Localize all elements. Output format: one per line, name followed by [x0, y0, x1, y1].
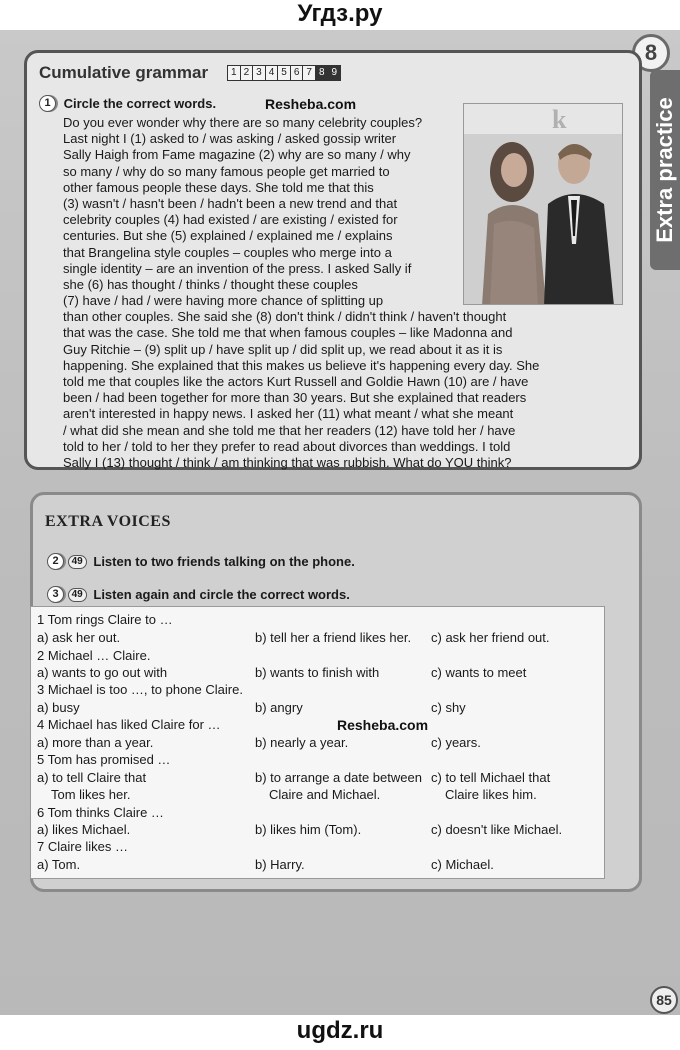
question-7: 7 Claire likes …	[37, 839, 129, 854]
text-line: aren't interested in happy news. I asked her (11) what meant / what she meant	[63, 406, 514, 422]
audio-track-icon: 49	[68, 588, 87, 602]
side-tab	[650, 70, 680, 270]
step-1: 1	[227, 65, 241, 81]
question-4: 4 Michael has liked Claire for …	[37, 717, 221, 732]
option-c: c) years.	[431, 735, 481, 750]
option-b: b) tell her a friend likes her.	[255, 630, 412, 645]
text-line: been / had been together for more than 30 years. But she explained that readers	[63, 390, 527, 406]
step-7: 7	[302, 65, 316, 81]
option-a: a) Tom.	[37, 857, 81, 872]
text-line: centuries. But she (5) explained / explained me / explains	[63, 228, 393, 244]
option-c: c) shy	[431, 700, 466, 715]
step-8: 8	[315, 65, 329, 81]
option-a: a) ask her out.	[37, 630, 121, 645]
text-line: Sally Haigh from Fame magazine (2) why are so many / why	[63, 147, 411, 163]
step-5: 5	[277, 65, 291, 81]
text-line: single identity – are an invention of the press. I asked Sally if	[63, 260, 412, 276]
text-line: that Brangelina style couples – couples who merge into a	[63, 244, 392, 260]
question-3: 3 Michael is too …, to phone Claire.	[37, 682, 243, 697]
exercise-3-questions	[30, 606, 605, 879]
option-b: b) wants to finish with	[255, 665, 380, 680]
option-b: b) Harry.	[255, 857, 305, 872]
step-3: 3	[252, 65, 266, 81]
question-2: 2 Michael … Claire.	[37, 648, 151, 663]
option-a-cont: Tom likes her.	[51, 787, 131, 802]
text-line: she (6) has thought / thinks / thought these couples	[63, 276, 358, 292]
exercise-1-text	[63, 115, 539, 471]
step-4: 4	[265, 65, 279, 81]
option-c: c) ask her friend out.	[431, 630, 550, 645]
text-line: told to her / told to her they prefer to read about divorces than weddings. I told	[63, 438, 511, 454]
textbook-page	[0, 30, 680, 1015]
exercise-instruction: Listen again and circle the correct words.	[93, 587, 350, 603]
page-number: 85	[650, 986, 678, 1014]
text-line: than other couples. She said she (8) don't think / didn't think / haven't thought	[63, 309, 507, 325]
step-9: 9	[328, 65, 342, 81]
text-line: other famous people these days. She told me that this	[63, 179, 374, 195]
exercise-3-heading	[47, 586, 350, 603]
option-b-cont: Claire and Michael.	[269, 787, 381, 802]
exercise-instruction: Listen to two friends talking on the phone.	[93, 554, 355, 570]
option-a: a) likes Michael.	[37, 822, 131, 837]
text-line: told me that couples like the actors Kurt Russell and Goldie Hawn (10) are / have	[63, 374, 529, 389]
option-b: b) likes him (Tom).	[255, 822, 362, 837]
text-line: (7) have / had / were having more chance of splitting up	[63, 293, 384, 309]
site-header: Угдз.ру	[297, 0, 383, 27]
option-b: b) nearly a year.	[255, 735, 349, 750]
exercise-instruction: Circle the correct words.	[63, 96, 217, 112]
option-c: c) wants to meet	[431, 665, 527, 680]
option-a: a) wants to go out with	[37, 665, 168, 680]
exercise-number-badge: 1	[39, 95, 56, 112]
watermark: Resheba.com	[265, 96, 357, 112]
question-1: 1 Tom rings Claire to …	[37, 612, 173, 627]
exercise-number-badge: 2	[47, 553, 64, 570]
text-line: so many / why do so many famous people get married to	[63, 163, 390, 179]
option-b: b) to arrange a date between	[255, 770, 422, 785]
text-line: Last night I (1) asked to / was asking / asked gossip writer	[63, 131, 397, 147]
exercise-number-badge: 3	[47, 586, 64, 603]
option-c: c) Michael.	[431, 857, 494, 872]
option-b: b) angry	[255, 700, 303, 715]
cumulative-grammar-box	[24, 50, 642, 470]
exercise-2-heading	[47, 553, 355, 570]
option-c: c) to tell Michael that	[431, 770, 551, 785]
step-2: 2	[240, 65, 254, 81]
option-c-cont: Claire likes him.	[445, 787, 537, 802]
text-line: Guy Ritchie – (9) split up / have split up / did split up, we read about it as it is	[63, 341, 503, 357]
watermark: Resheba.com	[337, 717, 429, 733]
extra-voices-title: EXTRA VOICES	[45, 513, 171, 530]
text-line: (3) wasn't / hasn't been / hadn't been a new trend and that	[63, 195, 398, 211]
audio-track-icon: 49	[68, 555, 87, 569]
option-a: a) more than a year.	[37, 735, 154, 750]
text-line: / what did she mean and she told me that her readers (12) have told her / have	[63, 422, 516, 438]
unit-steps	[227, 65, 340, 81]
step-6: 6	[290, 65, 304, 81]
text-line: celebrity couples (4) had existed / are existing / existed for	[63, 212, 398, 228]
option-c: c) doesn't like Michael.	[431, 822, 563, 837]
text-line: happening. She explained that this makes us believe it's happening every day. She	[63, 357, 540, 373]
chapter-number-badge: 8	[632, 34, 670, 72]
text-line: Do you ever wonder why there are so many celebrity couples?	[63, 115, 423, 130]
option-a: a) busy	[37, 700, 80, 715]
option-a: a) to tell Claire that	[37, 770, 147, 785]
question-5: 5 Tom has promised …	[37, 752, 171, 767]
text-line: that was the case. She told me that when famous couples – like Madonna and	[63, 325, 513, 341]
section-title: Cumulative grammar	[39, 63, 209, 82]
question-6: 6 Tom thinks Claire …	[37, 805, 164, 820]
text-line: Sally I (13) thought / think / am thinking that was rubbish. What do YOU think?	[63, 454, 512, 470]
site-footer: ugdz.ru	[296, 1017, 384, 1044]
svg-text:k: k	[552, 105, 567, 134]
side-tab-label: Extra practice	[652, 97, 677, 243]
exercise-1-heading	[39, 95, 216, 112]
